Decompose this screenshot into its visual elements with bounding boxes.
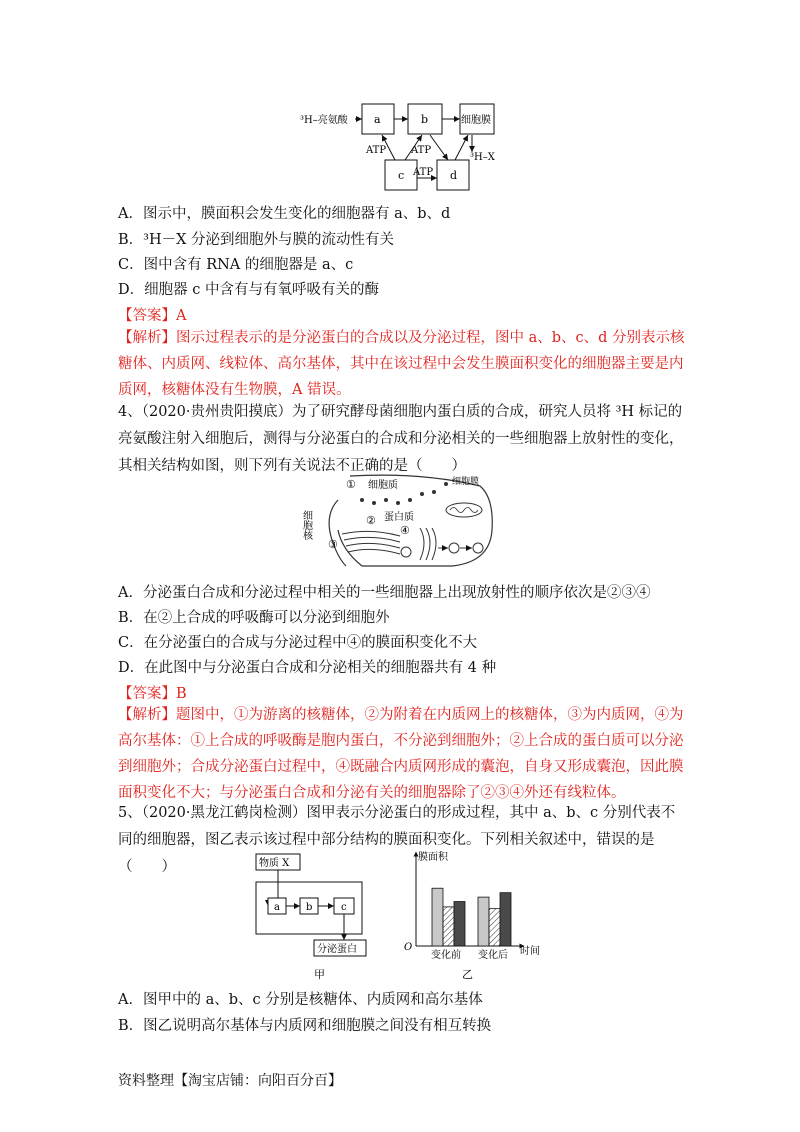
q3-atp-left: ATP xyxy=(366,145,387,156)
q3-d-label: d xyxy=(450,169,458,182)
q4-n2: ② xyxy=(366,514,376,527)
q5-product-label: 分泌蛋白 xyxy=(317,944,357,955)
q3-option-d: D．细胞器 c 中含有与有氧呼吸有关的酶 xyxy=(118,282,379,298)
q5-c-label: c xyxy=(341,902,347,913)
q5-bar-1-1 xyxy=(489,909,500,946)
q5-bar-0-2 xyxy=(454,902,465,946)
q5-cat-after: 变化后 xyxy=(478,950,508,961)
q3-output-label: ³H–X xyxy=(470,152,495,163)
q4-cytoplasm-label: 细胞质 xyxy=(368,480,398,491)
q5-b-label: b xyxy=(306,902,313,913)
q4-option-b: B．在②上合成的呼吸酶可以分泌到细胞外 xyxy=(118,610,390,626)
q4-membrane-label: 细胞膜 xyxy=(452,477,480,487)
q4-protein-label: 蛋白质 xyxy=(384,512,414,523)
q4-option-a: A．分泌蛋白合成和分泌过程中相关的一些细胞器上出现放射性的顺序依次是②③④ xyxy=(118,585,651,601)
q5-stem: 5、（2020·黑龙江鹤岗检测）图甲表示分泌蛋白的形成过程，其中 a、b、c 分别代表不同的细胞器，图乙表示该过程中部分结构的膜面积变化。下列相关叙述中，错误的是（ ） xyxy=(118,805,676,875)
q4-stem: 4、（2020·贵州贵阳摸底）为了研究酵母菌细胞内蛋白质的合成，研究人员将 ³H 标记的亮氨酸注射入细胞后，测得与分泌蛋白的合成和分泌相关的一些细胞器上放射性的变化，其相关结构如图，则下列有关说法不正确的是（ ） xyxy=(118,404,684,474)
q4-cell-diagram xyxy=(302,470,494,568)
q4-analysis: 【解析】题图中，①为游离的核糖体，②为附着在内质网上的核糖体，③为内质网，④为高尔基体：①上合成的呼吸酶是胞内蛋白，不分泌到细胞外；②上合成的蛋白质可以分泌到细胞外；合成分泌蛋白过程中，④既融合内质网形成的囊泡，自身又形成囊泡，因此膜面积变化不大；与分泌蛋白合成和分泌有关的细胞器除了②③④外还有线粒体。 xyxy=(118,707,684,801)
q4-nucleus-label: 细胞核 xyxy=(300,510,312,540)
q3-option-b: B．³H－X 分泌到细胞外与膜的流动性有关 xyxy=(118,232,395,248)
q5-bar-0-0 xyxy=(432,888,443,946)
q5-option-a: A．图甲中的 a、b、c 分别是核糖体、内质网和高尔基体 xyxy=(118,992,483,1008)
q5-figure-yi-chart xyxy=(398,848,548,982)
q5-cat-before: 变化前 xyxy=(431,950,461,961)
q3-a-label: a xyxy=(374,113,381,126)
q4-er-stack xyxy=(342,531,400,554)
q5-bar-1-2 xyxy=(500,893,511,946)
q5-origin: O xyxy=(404,942,413,953)
q3-option-c: C．图中含有 RNA 的细胞器是 a、c xyxy=(118,257,354,273)
q5-option-b: B．图乙说明高尔基体与内质网和细胞膜之间没有相互转换 xyxy=(118,1018,492,1034)
q3-atp-bottom: ATP xyxy=(413,167,434,178)
q5-caption-jia: 甲 xyxy=(314,968,325,981)
q4-n1: ① xyxy=(346,478,356,491)
q3-atp-right: ATP xyxy=(411,145,432,156)
q5-caption-yi: 乙 xyxy=(462,968,473,981)
q5-a-label: a xyxy=(274,902,280,913)
q5-substance-label: 物质 X xyxy=(259,858,290,869)
q5-figure-jia xyxy=(254,852,370,980)
q4-n3: ③ xyxy=(328,538,338,551)
q3-b-label: b xyxy=(421,113,429,126)
q5-bar-1-0 xyxy=(478,897,489,946)
q3-input-label: ³H–亮氨酸 xyxy=(300,115,348,126)
q4-option-c: C．在分泌蛋白的合成与分泌过程中④的膜面积变化不大 xyxy=(118,635,478,651)
q4-golgi xyxy=(420,528,436,560)
q3-membrane-label: 细胞膜 xyxy=(461,115,491,126)
q4-n4: ④ xyxy=(400,524,410,537)
q3-c-label: c xyxy=(398,169,405,182)
q3-answer: 【答案】A xyxy=(118,308,187,324)
q3-flow-diagram xyxy=(300,98,520,193)
q3-analysis: 【解析】图示过程表示的是分泌蛋白的合成以及分泌过程，图中 a、b、c、d 分别表示核糖体、内质网、线粒体、高尔基体，其中在该过程中会发生膜面积变化的细胞器主要是内质网，核糖体没有生物膜，A 错误。 xyxy=(118,330,685,398)
q4-option-d: D．在此图中与分泌蛋白合成和分泌相关的细胞器共有 4 种 xyxy=(118,660,497,676)
q5-bar-0-1 xyxy=(443,907,454,946)
q3-option-a: A．图示中，膜面积会发生变化的细胞器有 a、b、d xyxy=(118,206,451,222)
q5-ylabel: 膜面积 xyxy=(418,852,448,863)
q4-answer: 【答案】B xyxy=(118,686,187,702)
page-footer: 资料整理【淘宝店铺：向阳百分百】 xyxy=(118,1073,342,1089)
q5-xlabel: 时间 xyxy=(520,946,540,957)
